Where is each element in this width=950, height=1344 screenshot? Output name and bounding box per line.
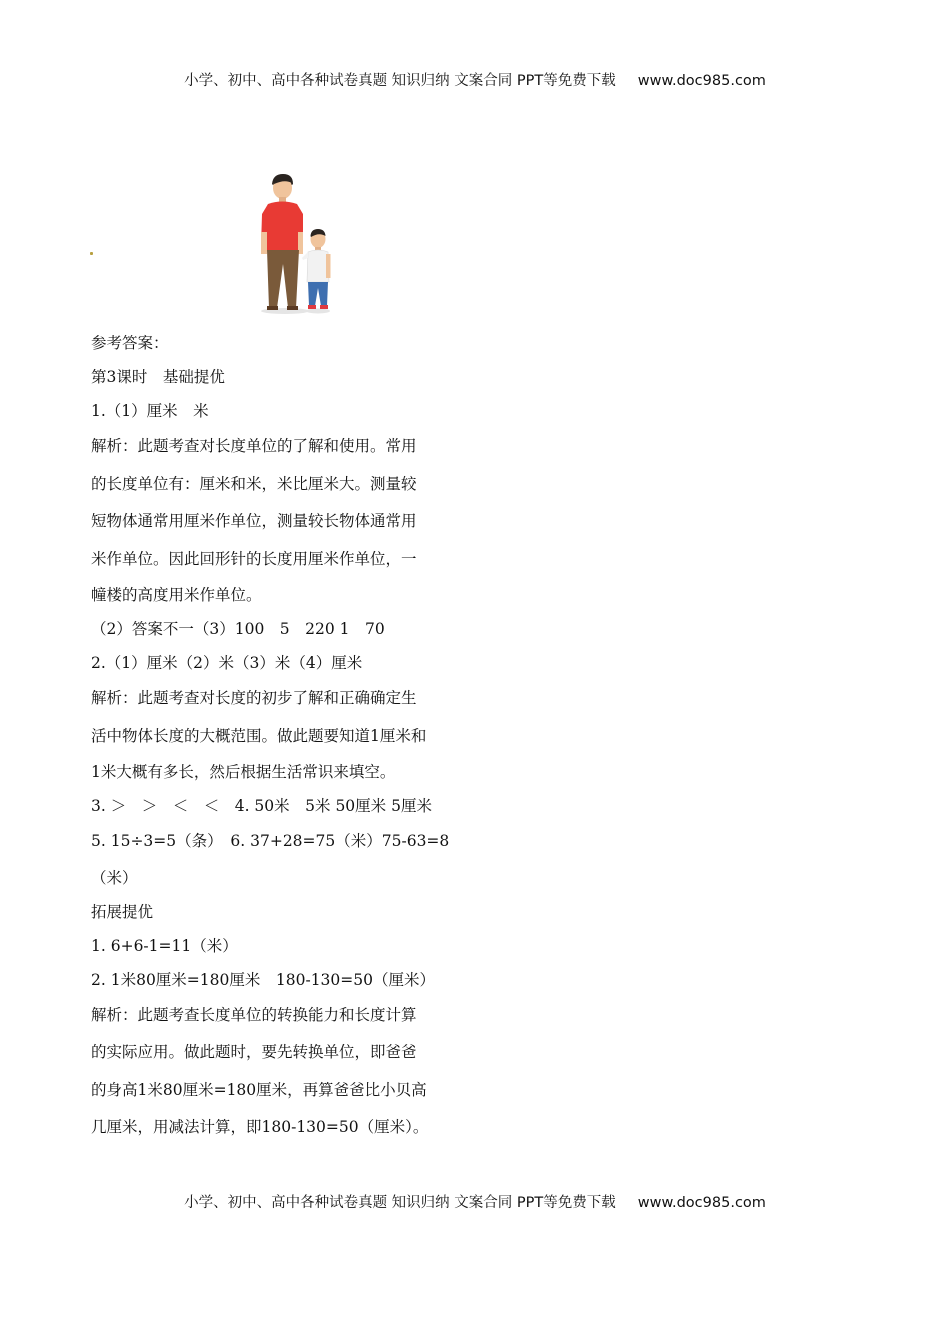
extension-title: 拓展提优 — [91, 902, 154, 921]
q3-q4-answer: 3. ＞ ＞ ＜ ＜ 4. 50米 5米 50厘米 5厘米 — [91, 797, 432, 815]
extension-analysis-line: 的身高1米80厘米=180厘米，再算爸爸比小贝高 — [91, 1080, 427, 1099]
header-url[interactable]: www.doc985.com — [637, 73, 766, 89]
q1-analysis-line: 的长度单位有：厘米和米，米比厘米大。测量较 — [91, 474, 417, 493]
q6-answer-continued: （米） — [91, 868, 138, 887]
footer-text: 小学、初中、高中各种试卷真题 知识归纳 文案合同 PPT等免费下载 — [184, 1195, 616, 1211]
q5-q6-answer: 5. 15÷3=5（条） 6. 37+28=75（米）75-63=8 — [91, 832, 450, 850]
q2-analysis-line: 解析：此题考查对长度的初步了解和正确确定生 — [91, 689, 417, 707]
q1-analysis-line: 幢楼的高度用米作单位。 — [91, 586, 262, 604]
q2-analysis-line: 活中物体长度的大概范围。做此题要知道1厘米和 — [91, 726, 427, 745]
q2-analysis-line: 1米大概有多长，然后根据生活常识来填空。 — [91, 763, 396, 781]
lesson-title: 第3课时 基础提优 — [91, 368, 225, 386]
q1-analysis-line: 解析：此题考查对长度单位的了解和使用。常用 — [91, 437, 417, 455]
answer-title: 参考答案： — [91, 334, 169, 352]
header-text: 小学、初中、高中各种试卷真题 知识归纳 文案合同 PPT等免费下载 — [184, 73, 616, 89]
page-footer — [0, 1191, 950, 1212]
q1-part1-answer: 1.（1）厘米 米 — [91, 402, 209, 420]
extension-q1-answer: 1. 6+6-1=11（米） — [91, 936, 238, 955]
q1-parts-2-3-answer: （2）答案不一（3）100 5 220 1 70 — [91, 620, 385, 638]
extension-analysis-line: 几厘米，用减法计算，即180-130=50（厘米）。 — [91, 1118, 429, 1136]
q1-analysis-line: 米作单位。因此回形针的长度用厘米作单位，一 — [91, 549, 417, 568]
page-header — [0, 69, 950, 90]
answer-content — [91, 326, 471, 1147]
q2-answer: 2.（1）厘米（2）米（3）米（4）厘米 — [91, 654, 363, 672]
footer-url[interactable]: www.doc985.com — [637, 1195, 766, 1211]
extension-q2-answer: 2. 1米80厘米=180厘米 180-130=50（厘米） — [91, 970, 435, 989]
father-and-son-icon — [255, 172, 337, 314]
stray-dot — [90, 252, 93, 255]
extension-analysis-line: 的实际应用。做此题时，要先转换单位，即爸爸 — [91, 1043, 417, 1061]
extension-analysis-line: 解析：此题考查长度单位的转换能力和长度计算 — [91, 1005, 417, 1024]
q1-analysis-line: 短物体通常用厘米作单位，测量较长物体通常用 — [91, 512, 417, 530]
